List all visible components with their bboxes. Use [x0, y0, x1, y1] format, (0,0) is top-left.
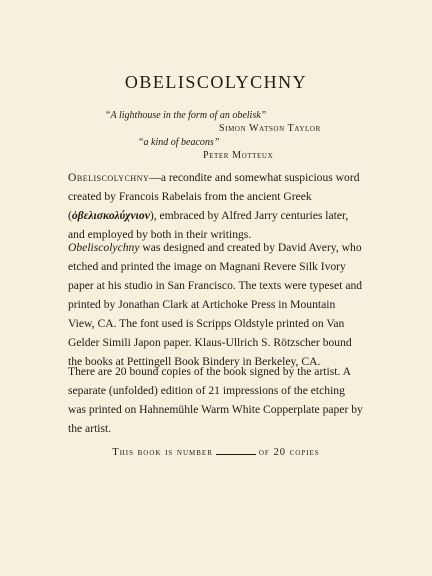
edition-paragraph	[68, 362, 364, 438]
copy-number-after: of 20 copies	[258, 447, 320, 458]
copy-number-before: This book is number	[112, 447, 213, 458]
greek-word: ὀβελισκολύχνιον	[71, 209, 150, 222]
production-text: was designed and created by David Avery, who etched and printed the image on Magnani Revere Silk Ivory paper at his studio in San Francisco. The texts were typeset and printed by Jonathan Clark at Artichoke Press in Mountain View, CA. The font used is Scripps Oldstyle printed on Van Gelder Simili Japon paper. Klaus-Ullrich S. Rötzscher bound the books at Pettingell Book Bindery in Berkeley, CA.	[68, 241, 363, 368]
edition-text: There are 20 bound copies of the book signed by the artist. A separate (unfolded) edition of 21 impressions of the etching was printed on Hahnemühle Warm White Copperplate paper by the artist.	[68, 365, 363, 435]
book-title: OBELISCOLYCHNY	[124, 72, 308, 92]
copy-number-blank	[216, 454, 256, 455]
production-paragraph	[68, 238, 364, 371]
epigraph-attribution-1: Simon Watson Taylor	[219, 123, 321, 134]
epigraph-quote-2: “a kind of beacons”	[138, 137, 220, 148]
production-lead-word: Obeliscolychny	[68, 241, 140, 254]
definition-lead-word: Obeliscolychny	[68, 171, 150, 184]
epigraph-quote-1: “A lighthouse in the form of an obelisk”	[105, 110, 267, 121]
copy-number-line	[0, 447, 432, 458]
definition-text-b: ), embraced by Alfred Jarry centuries later, and employed by both in their writings.	[68, 209, 349, 241]
epigraph-attribution-2: Peter Motteux	[203, 150, 274, 161]
definition-paragraph	[68, 168, 364, 244]
definition-text-a: —a recondite and somewhat suspicious word created by Francois Rabelais from the ancient Greek (	[68, 171, 360, 222]
